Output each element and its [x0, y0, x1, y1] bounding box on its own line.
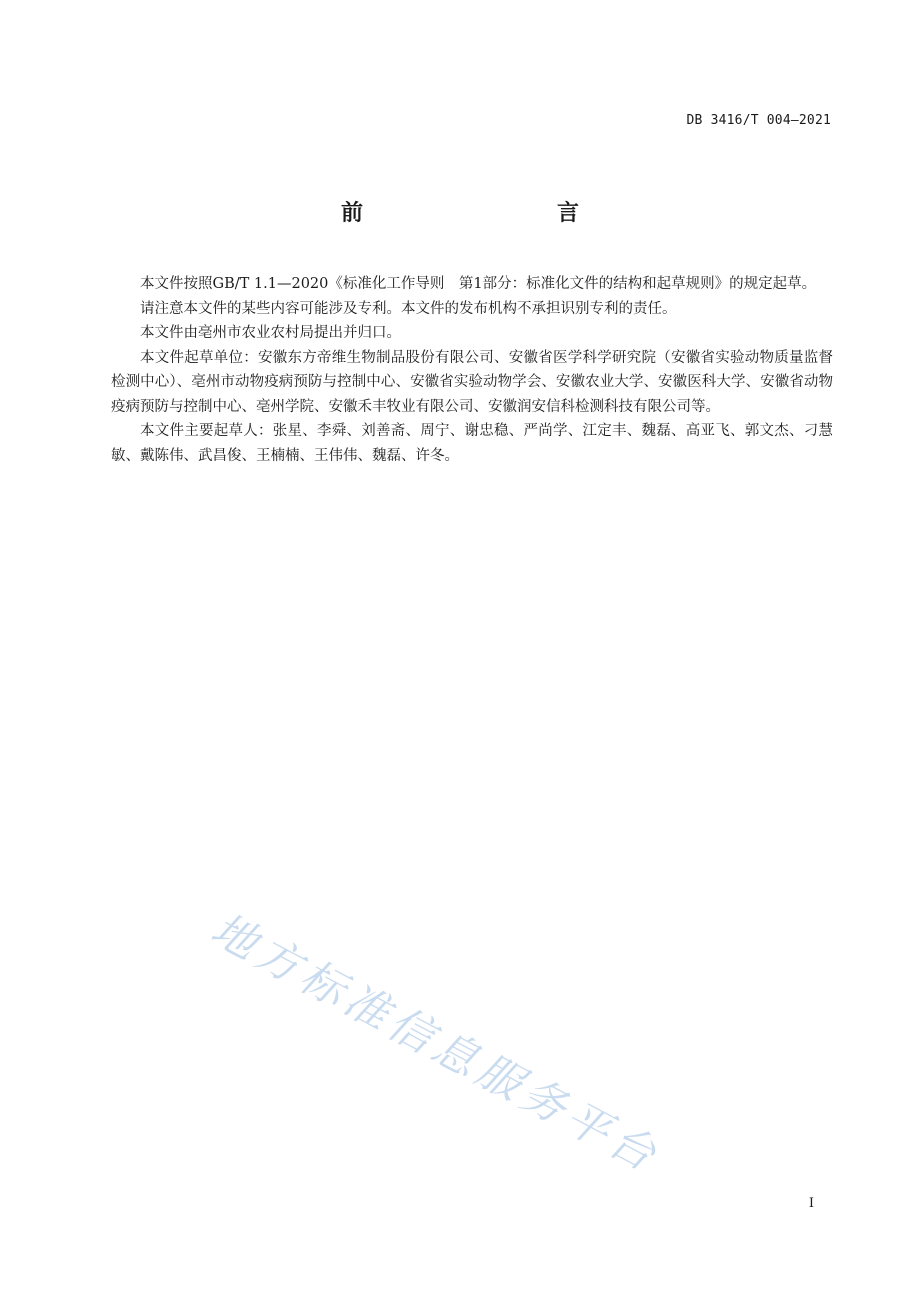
paragraph-drafting-rules: 本文件按照GB/T 1.1—2020《标准化工作导则 第1部分：标准化文件的结构和起草规则》的规定起草。: [140, 276, 817, 292]
foreword-body: [111, 272, 833, 468]
page-title: 前 言: [340, 201, 629, 226]
paragraph-patent-notice: 请注意本文件的某些内容可能涉及专利。本文件的发布机构不承担识别专利的责任。: [140, 300, 677, 317]
paragraph-drafting-units: 本文件起草单位：安徽东方帝维生物制品股份有限公司、安徽省医学科学研究院（安徽省实验动物质量监督检测中心）、亳州市动物疫病预防与控制中心、安徽省实验动物学会、安徽农业大学、安徽医科大学、安徽省动物疫病预防与控制中心、亳州学院、安徽禾丰牧业有限公司、安徽润安信科检测科技有限公司等。: [111, 349, 833, 415]
paragraph-proposer: 本文件由亳州市农业农村局提出并归口。: [140, 325, 401, 341]
standard-code: DB 3416/T 004—2021: [686, 113, 831, 128]
watermark: 地方标准信息服务平台: [202, 903, 669, 1184]
paragraph-drafters: 本文件主要起草人：张星、李舜、刘善斋、周宁、谢忠稳、严尚学、江定丰、魏磊、高亚飞、郭文杰、刁慧敏、戴陈伟、武昌俊、王楠楠、王伟伟、魏磊、许冬。: [111, 423, 833, 464]
page-number: I: [808, 1196, 814, 1211]
